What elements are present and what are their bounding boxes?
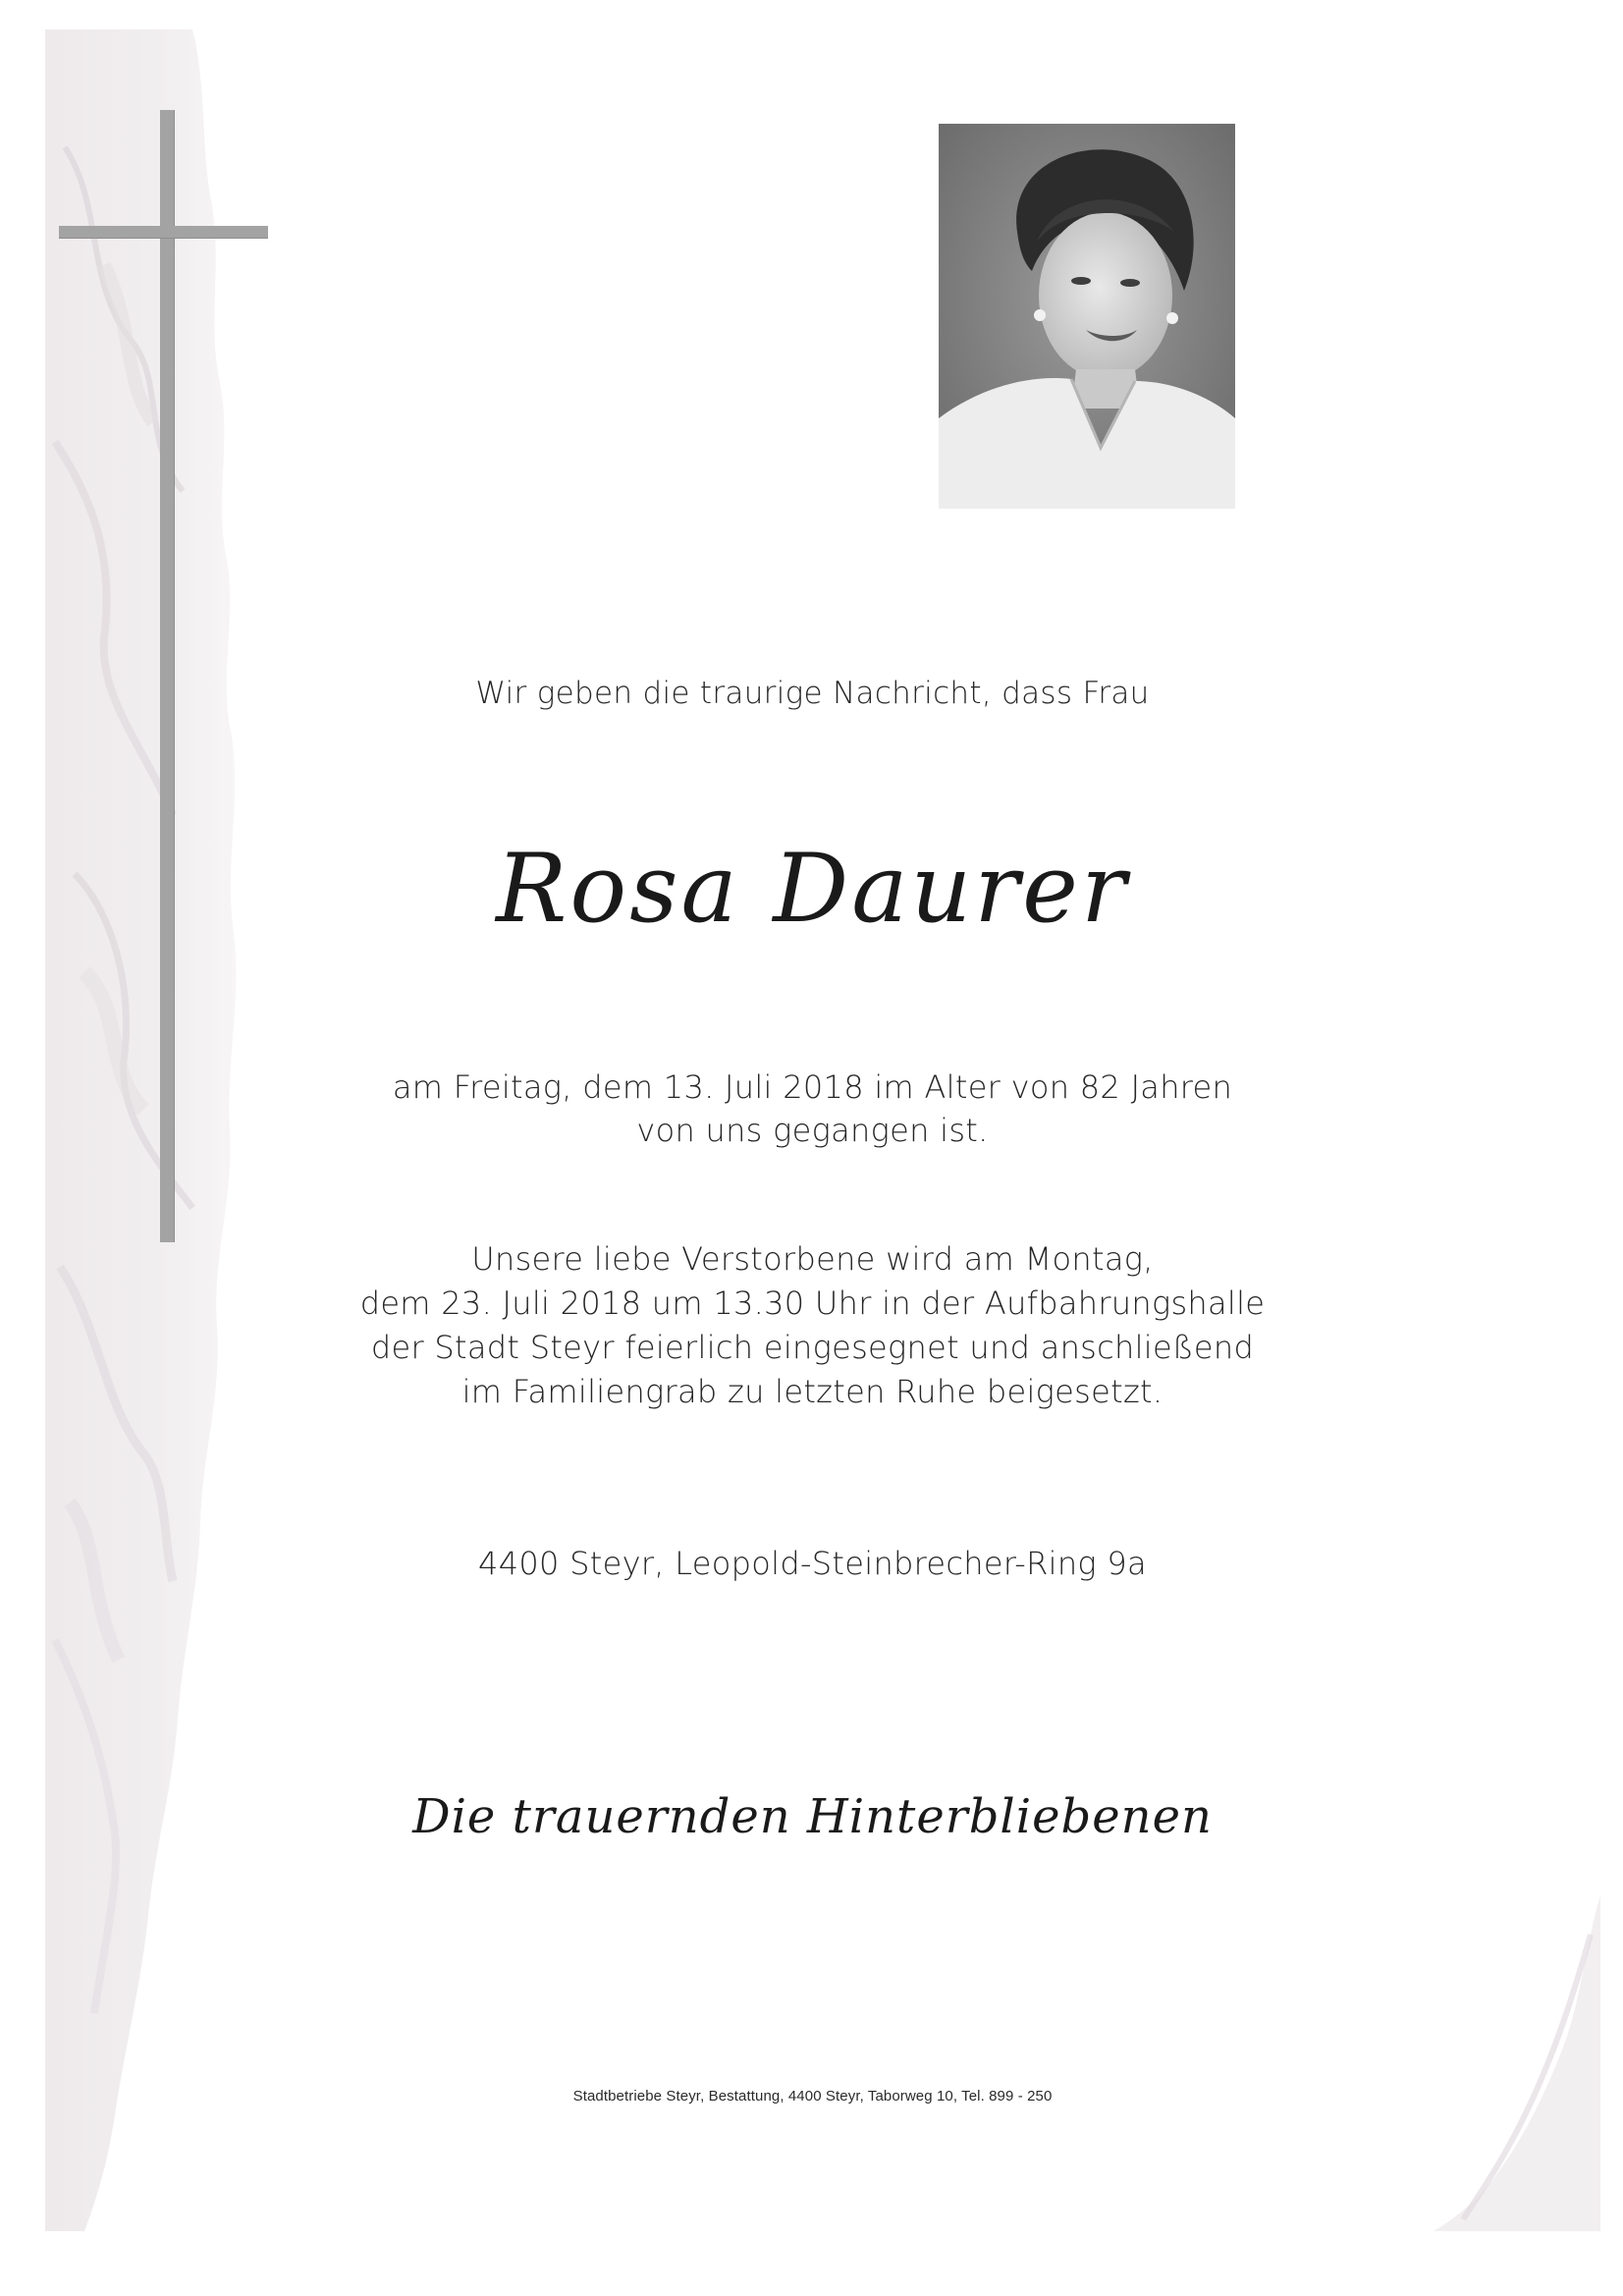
marble-background-corner bbox=[1404, 1895, 1600, 2231]
death-line-2: von uns gegangen ist. bbox=[636, 1112, 989, 1149]
ceremony-details bbox=[295, 1237, 1330, 1414]
family-address: 4400 Steyr, Leopold-Steinbrecher-Ring 9a bbox=[478, 1545, 1147, 1582]
ceremony-line-3: der Stadt Steyr feierlich eingesegnet und anschließend bbox=[370, 1329, 1255, 1366]
mourners-signature: Die trauernden Hinterbliebenen bbox=[412, 1789, 1213, 1844]
intro-text: Wir geben die traurige Nachricht, dass Frau bbox=[475, 676, 1150, 711]
deceased-name: Rosa Daurer bbox=[496, 834, 1129, 944]
cross-crossbar bbox=[59, 226, 268, 238]
ceremony-line-1: Unsere liebe Verstorbene wird am Montag, bbox=[471, 1240, 1154, 1278]
ceremony-line-4: im Familiengrab zu letzten Ruhe beigesetzt. bbox=[461, 1373, 1163, 1410]
portrait-photo bbox=[939, 124, 1235, 509]
ceremony-line-2: dem 23. Juli 2018 um 13.30 Uhr in der Aufbahrungshalle bbox=[359, 1285, 1266, 1322]
funeral-home-footer: Stadtbetriebe Steyr, Bestattung, 4400 Steyr, Taborweg 10, Tel. 899 - 250 bbox=[572, 2088, 1053, 2105]
death-line-1: am Freitag, dem 13. Juli 2018 im Alter von 82 Jahren bbox=[392, 1068, 1233, 1106]
marble-background-strip bbox=[45, 29, 256, 2231]
death-announcement bbox=[295, 1066, 1330, 1152]
cross-icon bbox=[160, 110, 174, 1242]
